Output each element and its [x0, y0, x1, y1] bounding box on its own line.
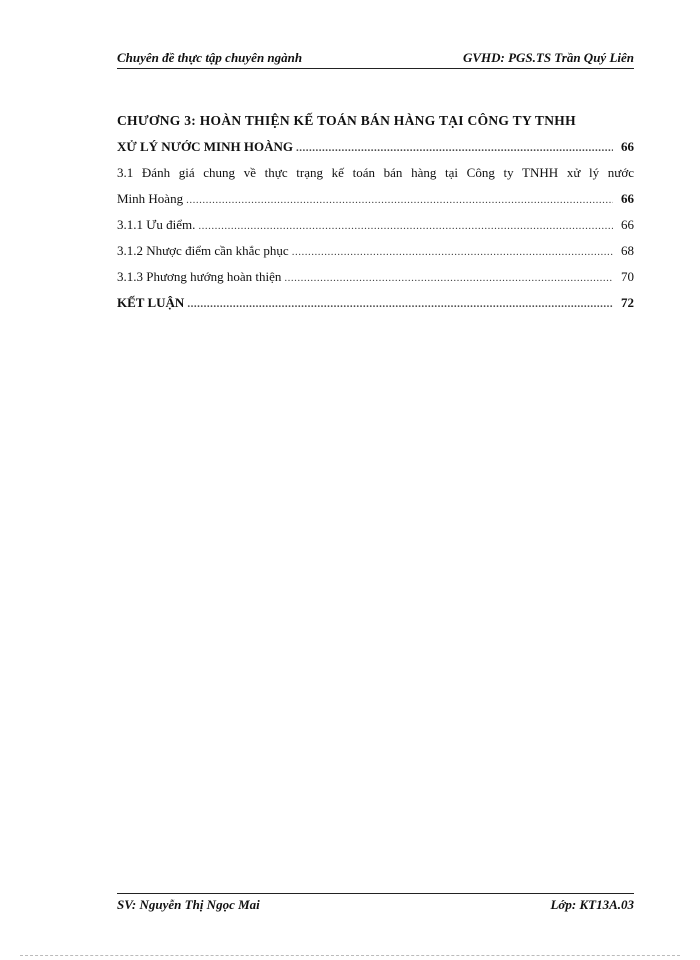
header-divider [117, 68, 634, 69]
toc-entry-chapter3[interactable] [117, 134, 634, 160]
toc-page-number: 72 [621, 295, 634, 310]
toc-entry-3-1-3[interactable] [117, 264, 634, 290]
toc-page-number: 68 [621, 243, 634, 258]
footer-class: Lớp: KT13A.03 [550, 897, 634, 912]
toc-entry-label: 3.1.2 Nhược điểm cần khắc phục [117, 243, 289, 258]
dot-leader [284, 265, 613, 291]
dot-leader [187, 291, 613, 317]
toc-page-number: 66 [621, 191, 634, 206]
toc-entry-3-1-2[interactable] [117, 238, 634, 264]
header-course-title: Chuyên đề thực tập chuyên ngành [117, 50, 303, 65]
toc-page-number: 66 [621, 217, 634, 232]
toc-page-number: 70 [621, 269, 634, 284]
page-break-line [20, 955, 680, 956]
toc-entry-3-1-1[interactable] [117, 212, 634, 238]
dot-leader [198, 213, 613, 239]
toc-chapter3-title: CHƯƠNG 3: HOÀN THIỆN KẾ TOÁN BÁN HÀNG TẠI CÔNG TY TNHH [117, 113, 576, 128]
footer-divider [117, 893, 634, 894]
toc-page-number: 66 [621, 139, 634, 154]
table-of-contents [117, 108, 634, 316]
dot-leader [186, 187, 613, 213]
header-supervisor: GVHD: PGS.TS Trần Quý Liên [462, 50, 634, 65]
footer-student: SV: Nguyễn Thị Ngọc Mai [117, 897, 260, 912]
toc-entry-label: 3.1.1 Ưu điểm. [117, 217, 196, 232]
dot-leader [292, 239, 613, 265]
dot-leader [296, 135, 613, 161]
toc-entry-label: 3.1.3 Phương hướng hoàn thiện [117, 269, 282, 284]
toc-section-3-1-title-cont: Minh Hoàng [117, 191, 184, 206]
toc-entry-conclusion[interactable] [117, 290, 634, 316]
page-footer [117, 897, 634, 913]
toc-entry-label: KẾT LUẬN [117, 295, 185, 310]
toc-entry-3-1[interactable] [117, 186, 634, 212]
toc-chapter3-title-cont: XỬ LÝ NƯỚC MINH HOÀNG [117, 139, 293, 154]
toc-section-3-1-title: 3.1 Đánh giá chung về thực trạng kế toán bán hàng tại Công ty TNHH xử lý nước [117, 165, 634, 180]
page-header [117, 50, 634, 66]
